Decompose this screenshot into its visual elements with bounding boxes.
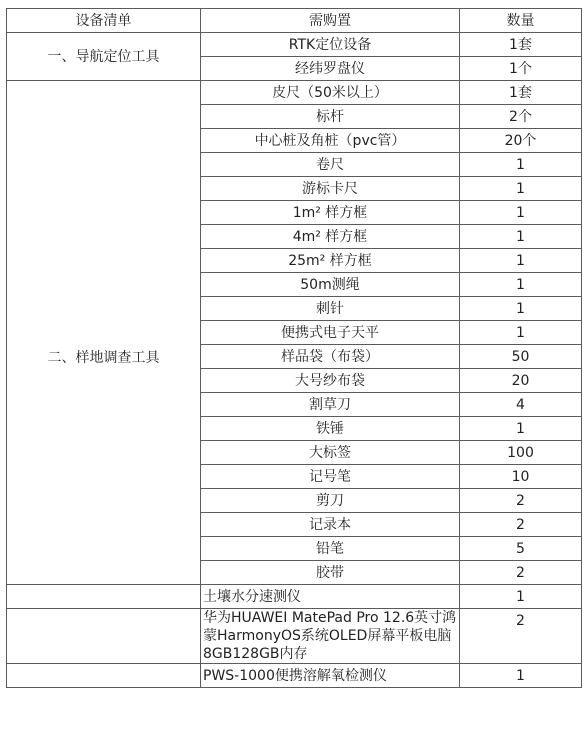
empty-category-cell — [7, 585, 201, 609]
item-cell: 经纬罗盘仪 — [201, 57, 460, 81]
table-row — [7, 664, 582, 688]
table-row — [7, 585, 582, 609]
item-cell: 割草刀 — [201, 393, 460, 417]
qty-cell: 2 — [460, 489, 582, 513]
item-cell: 样品袋（布袋） — [201, 345, 460, 369]
qty-cell: 1 — [460, 201, 582, 225]
qty-cell: 1 — [460, 297, 582, 321]
qty-cell: 1 — [460, 585, 582, 609]
qty-cell: 2 — [460, 609, 582, 664]
item-cell: 记录本 — [201, 513, 460, 537]
item-cell: 游标卡尺 — [201, 177, 460, 201]
qty-cell: 2 — [460, 513, 582, 537]
item-cell: 华为HUAWEI MatePad Pro 12.6英寸鸿蒙HarmonyOS系统OLED屏幕平板电脑8GB128GB内存 — [201, 609, 460, 664]
qty-cell: 100 — [460, 441, 582, 465]
item-cell: 25m² 样方框 — [201, 249, 460, 273]
qty-cell: 5 — [460, 537, 582, 561]
item-cell: 4m² 样方框 — [201, 225, 460, 249]
table-row — [7, 81, 582, 105]
qty-cell: 1 — [460, 153, 582, 177]
qty-cell: 1 — [460, 664, 582, 688]
qty-cell: 4 — [460, 393, 582, 417]
qty-cell: 1个 — [460, 57, 582, 81]
item-cell: 铅笔 — [201, 537, 460, 561]
qty-cell: 20个 — [460, 129, 582, 153]
item-cell: 剪刀 — [201, 489, 460, 513]
header-list: 设备清单 — [7, 9, 201, 33]
item-cell: 大号纱布袋 — [201, 369, 460, 393]
qty-cell: 2 — [460, 561, 582, 585]
qty-cell: 1 — [460, 273, 582, 297]
item-cell: PWS-1000便携溶解氧检测仪 — [201, 664, 460, 688]
header-row — [7, 9, 582, 33]
item-cell: 便携式电子天平 — [201, 321, 460, 345]
item-cell: 50m测绳 — [201, 273, 460, 297]
item-cell: 土壤水分速测仪 — [201, 585, 460, 609]
table-row — [7, 609, 582, 664]
item-cell: 1m² 样方框 — [201, 201, 460, 225]
header-item: 需购置 — [201, 9, 460, 33]
qty-cell: 50 — [460, 345, 582, 369]
qty-cell: 20 — [460, 369, 582, 393]
qty-cell: 1 — [460, 249, 582, 273]
qty-cell: 2个 — [460, 105, 582, 129]
qty-cell: 1 — [460, 177, 582, 201]
item-cell: 刺针 — [201, 297, 460, 321]
item-cell: 皮尺（50米以上） — [201, 81, 460, 105]
qty-cell: 1 — [460, 321, 582, 345]
category-nav: 一、导航定位工具 — [7, 33, 201, 81]
item-cell: 标杆 — [201, 105, 460, 129]
item-cell: 胶带 — [201, 561, 460, 585]
category-survey: 二、样地调查工具 — [7, 81, 201, 585]
qty-cell: 10 — [460, 465, 582, 489]
item-cell: 记号笔 — [201, 465, 460, 489]
item-cell: RTK定位设备 — [201, 33, 460, 57]
empty-category-cell — [7, 664, 201, 688]
table-row — [7, 33, 582, 57]
item-cell: 中心桩及角桩（pvc管） — [201, 129, 460, 153]
item-cell: 铁锤 — [201, 417, 460, 441]
item-cell: 卷尺 — [201, 153, 460, 177]
item-cell: 大标签 — [201, 441, 460, 465]
qty-cell: 1 — [460, 225, 582, 249]
empty-category-cell — [7, 609, 201, 664]
header-qty: 数量 — [460, 9, 582, 33]
qty-cell: 1套 — [460, 33, 582, 57]
qty-cell: 1套 — [460, 81, 582, 105]
qty-cell: 1 — [460, 417, 582, 441]
equipment-table — [6, 8, 582, 688]
